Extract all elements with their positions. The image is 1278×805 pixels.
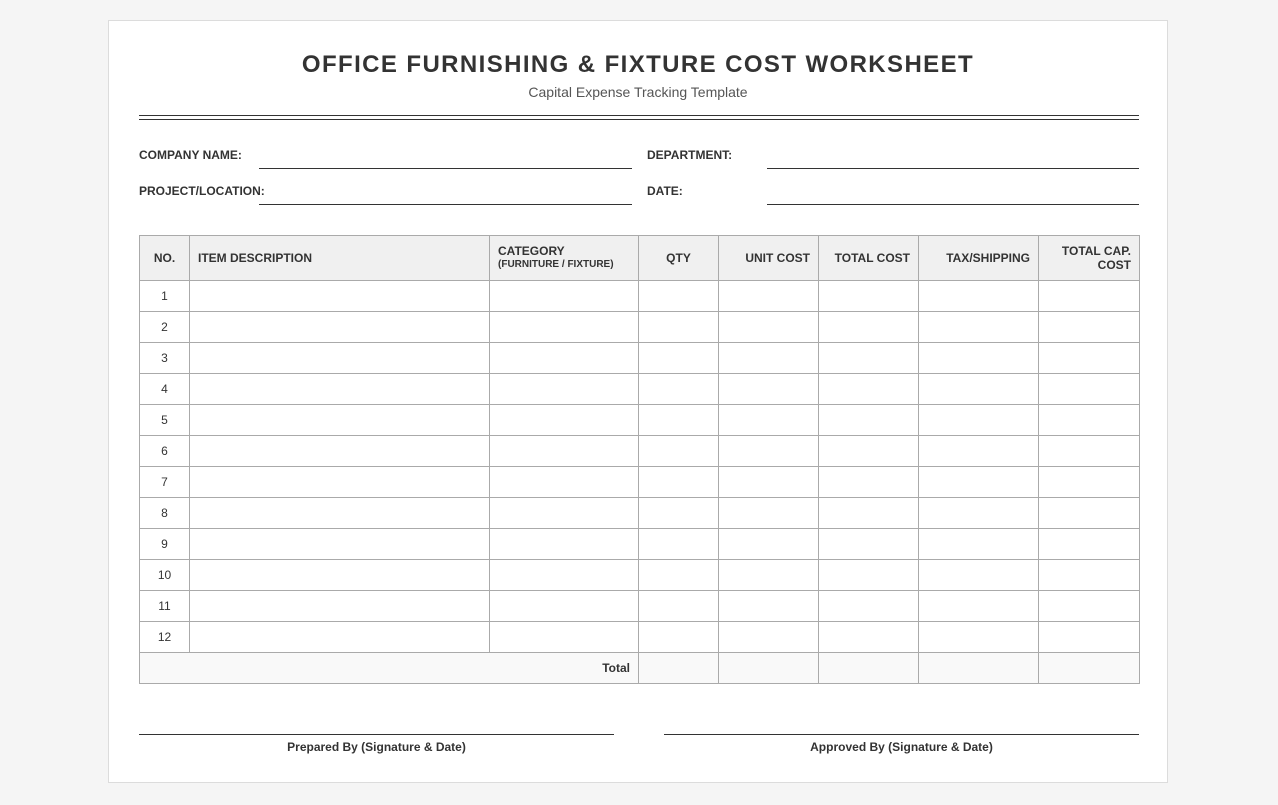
cost-table bbox=[139, 235, 1140, 684]
category-cell[interactable] bbox=[490, 374, 639, 405]
total-cost-cell[interactable] bbox=[819, 560, 919, 591]
total-qty-cell[interactable] bbox=[639, 653, 719, 684]
qty-cell[interactable] bbox=[639, 436, 719, 467]
item-description-cell[interactable] bbox=[190, 529, 490, 560]
col-category-subtitle: (FURNITURE / FIXTURE) bbox=[498, 259, 614, 270]
total-unit-cost-cell[interactable] bbox=[719, 653, 819, 684]
category-cell[interactable] bbox=[490, 467, 639, 498]
project-location-field[interactable] bbox=[259, 204, 632, 205]
qty-cell[interactable] bbox=[639, 405, 719, 436]
qty-cell[interactable] bbox=[639, 467, 719, 498]
table-header-row bbox=[140, 236, 1140, 281]
col-unit-cost-header: UNIT COST bbox=[719, 236, 819, 281]
table-row bbox=[140, 405, 1140, 436]
table-row bbox=[140, 529, 1140, 560]
unit-cost-cell[interactable] bbox=[719, 467, 819, 498]
company-name-label: COMPANY NAME: bbox=[139, 148, 242, 162]
total-cap-cost-cell[interactable] bbox=[1039, 591, 1140, 622]
tax-shipping-cell[interactable] bbox=[919, 622, 1039, 653]
total-label: Total bbox=[140, 653, 639, 684]
prepared-by-signature-line[interactable] bbox=[139, 734, 614, 735]
item-description-cell[interactable] bbox=[190, 436, 490, 467]
qty-cell[interactable] bbox=[639, 560, 719, 591]
page-title: OFFICE FURNISHING & FIXTURE COST WORKSHEET bbox=[301, 51, 975, 78]
qty-cell[interactable] bbox=[639, 591, 719, 622]
qty-cell[interactable] bbox=[639, 281, 719, 312]
category-cell[interactable] bbox=[490, 591, 639, 622]
total-cost-cell[interactable] bbox=[819, 498, 919, 529]
row-number: 12 bbox=[140, 622, 190, 653]
table-row bbox=[140, 343, 1140, 374]
tax-shipping-cell[interactable] bbox=[919, 467, 1039, 498]
total-cap-cost-cell[interactable] bbox=[1039, 312, 1140, 343]
row-number: 11 bbox=[140, 591, 190, 622]
approved-by-signature-line[interactable] bbox=[664, 734, 1139, 735]
total-cost-cell[interactable] bbox=[819, 312, 919, 343]
table-row bbox=[140, 374, 1140, 405]
department-label: DEPARTMENT: bbox=[647, 148, 733, 162]
category-cell[interactable] bbox=[490, 436, 639, 467]
total-cap-cost-cell[interactable] bbox=[1039, 498, 1140, 529]
worksheet-page bbox=[108, 20, 1168, 783]
total-cost-cell[interactable] bbox=[819, 467, 919, 498]
tax-shipping-cell[interactable] bbox=[919, 405, 1039, 436]
item-description-cell[interactable] bbox=[190, 281, 490, 312]
total-cap-cost-cell[interactable] bbox=[1039, 343, 1140, 374]
tax-shipping-cell[interactable] bbox=[919, 343, 1039, 374]
category-cell[interactable] bbox=[490, 622, 639, 653]
unit-cost-cell[interactable] bbox=[719, 374, 819, 405]
total-cost-cell[interactable] bbox=[819, 281, 919, 312]
item-description-cell[interactable] bbox=[190, 405, 490, 436]
total-cost-cell[interactable] bbox=[819, 591, 919, 622]
unit-cost-cell[interactable] bbox=[719, 312, 819, 343]
category-cell[interactable] bbox=[490, 281, 639, 312]
row-number: 10 bbox=[140, 560, 190, 591]
total-cost-cell[interactable] bbox=[819, 374, 919, 405]
item-description-cell[interactable] bbox=[190, 312, 490, 343]
tax-shipping-cell[interactable] bbox=[919, 281, 1039, 312]
col-category-title: CATEGORY bbox=[498, 244, 565, 258]
category-cell[interactable] bbox=[490, 529, 639, 560]
page-subtitle: Capital Expense Tracking Template bbox=[528, 84, 748, 100]
tax-shipping-cell[interactable] bbox=[919, 374, 1039, 405]
item-description-cell[interactable] bbox=[190, 591, 490, 622]
col-total-cost-header: TOTAL COST bbox=[819, 236, 919, 281]
table-row bbox=[140, 436, 1140, 467]
date-label: DATE: bbox=[647, 184, 683, 198]
table-row bbox=[140, 560, 1140, 591]
row-number: 3 bbox=[140, 343, 190, 374]
item-description-cell[interactable] bbox=[190, 560, 490, 591]
unit-cost-cell[interactable] bbox=[719, 622, 819, 653]
col-total-cap-cost-header: TOTAL CAP. COST bbox=[1039, 236, 1140, 281]
col-tax-shipping-header: TAX/SHIPPING bbox=[919, 236, 1039, 281]
row-number: 1 bbox=[140, 281, 190, 312]
col-no-header: NO. bbox=[140, 236, 190, 281]
total-cap-cost-cell[interactable] bbox=[1039, 467, 1140, 498]
tax-shipping-cell[interactable] bbox=[919, 498, 1039, 529]
row-number: 2 bbox=[140, 312, 190, 343]
row-number: 7 bbox=[140, 467, 190, 498]
unit-cost-cell[interactable] bbox=[719, 591, 819, 622]
category-cell[interactable] bbox=[490, 405, 639, 436]
total-cost-cell[interactable] bbox=[819, 529, 919, 560]
total-cost-cell[interactable] bbox=[819, 622, 919, 653]
total-cap-cost-cell[interactable] bbox=[1039, 436, 1140, 467]
item-description-cell[interactable] bbox=[190, 343, 490, 374]
row-number: 5 bbox=[140, 405, 190, 436]
department-field[interactable] bbox=[767, 168, 1139, 169]
table-row bbox=[140, 591, 1140, 622]
tax-shipping-cell[interactable] bbox=[919, 560, 1039, 591]
total-total-cost-cell[interactable] bbox=[819, 653, 919, 684]
prepared-by-label: Prepared By (Signature & Date) bbox=[287, 740, 466, 754]
unit-cost-cell[interactable] bbox=[719, 405, 819, 436]
total-cap-cost-cell[interactable] bbox=[1039, 374, 1140, 405]
total-cap-cost-cell[interactable] bbox=[1039, 529, 1140, 560]
total-cap-cost-cell[interactable] bbox=[1039, 653, 1140, 684]
project-location-label: PROJECT/LOCATION: bbox=[139, 184, 265, 198]
qty-cell[interactable] bbox=[639, 622, 719, 653]
qty-cell[interactable] bbox=[639, 529, 719, 560]
unit-cost-cell[interactable] bbox=[719, 529, 819, 560]
approved-by-label: Approved By (Signature & Date) bbox=[810, 740, 993, 754]
table-row bbox=[140, 281, 1140, 312]
total-tax-shipping-cell[interactable] bbox=[919, 653, 1039, 684]
unit-cost-cell[interactable] bbox=[719, 281, 819, 312]
row-number: 9 bbox=[140, 529, 190, 560]
unit-cost-cell[interactable] bbox=[719, 498, 819, 529]
row-number: 6 bbox=[140, 436, 190, 467]
title-divider bbox=[139, 115, 1139, 120]
company-name-field[interactable] bbox=[259, 168, 632, 169]
table-total-row bbox=[140, 653, 1140, 684]
tax-shipping-cell[interactable] bbox=[919, 312, 1039, 343]
row-number: 8 bbox=[140, 498, 190, 529]
date-field[interactable] bbox=[767, 204, 1139, 205]
total-cost-cell[interactable] bbox=[819, 405, 919, 436]
tax-shipping-cell[interactable] bbox=[919, 436, 1039, 467]
category-cell[interactable] bbox=[490, 560, 639, 591]
qty-cell[interactable] bbox=[639, 374, 719, 405]
total-cap-cost-cell[interactable] bbox=[1039, 560, 1140, 591]
table-row bbox=[140, 312, 1140, 343]
item-description-cell[interactable] bbox=[190, 467, 490, 498]
col-category-header bbox=[490, 236, 639, 281]
unit-cost-cell[interactable] bbox=[719, 436, 819, 467]
col-item-description-header: ITEM DESCRIPTION bbox=[190, 236, 490, 281]
tax-shipping-cell[interactable] bbox=[919, 529, 1039, 560]
table-row bbox=[140, 467, 1140, 498]
qty-cell[interactable] bbox=[639, 498, 719, 529]
tax-shipping-cell[interactable] bbox=[919, 591, 1039, 622]
table-row bbox=[140, 498, 1140, 529]
row-number: 4 bbox=[140, 374, 190, 405]
item-description-cell[interactable] bbox=[190, 498, 490, 529]
qty-cell[interactable] bbox=[639, 343, 719, 374]
unit-cost-cell[interactable] bbox=[719, 560, 819, 591]
qty-cell[interactable] bbox=[639, 312, 719, 343]
total-cap-cost-cell[interactable] bbox=[1039, 622, 1140, 653]
total-cap-cost-cell[interactable] bbox=[1039, 281, 1140, 312]
col-qty-header: QTY bbox=[639, 236, 719, 281]
unit-cost-cell[interactable] bbox=[719, 343, 819, 374]
table-row bbox=[140, 622, 1140, 653]
item-description-cell[interactable] bbox=[190, 374, 490, 405]
category-cell[interactable] bbox=[490, 498, 639, 529]
total-cost-cell[interactable] bbox=[819, 343, 919, 374]
table-body bbox=[140, 281, 1140, 653]
category-cell[interactable] bbox=[490, 343, 639, 374]
category-cell[interactable] bbox=[490, 312, 639, 343]
total-cap-cost-cell[interactable] bbox=[1039, 405, 1140, 436]
total-cost-cell[interactable] bbox=[819, 436, 919, 467]
item-description-cell[interactable] bbox=[190, 622, 490, 653]
